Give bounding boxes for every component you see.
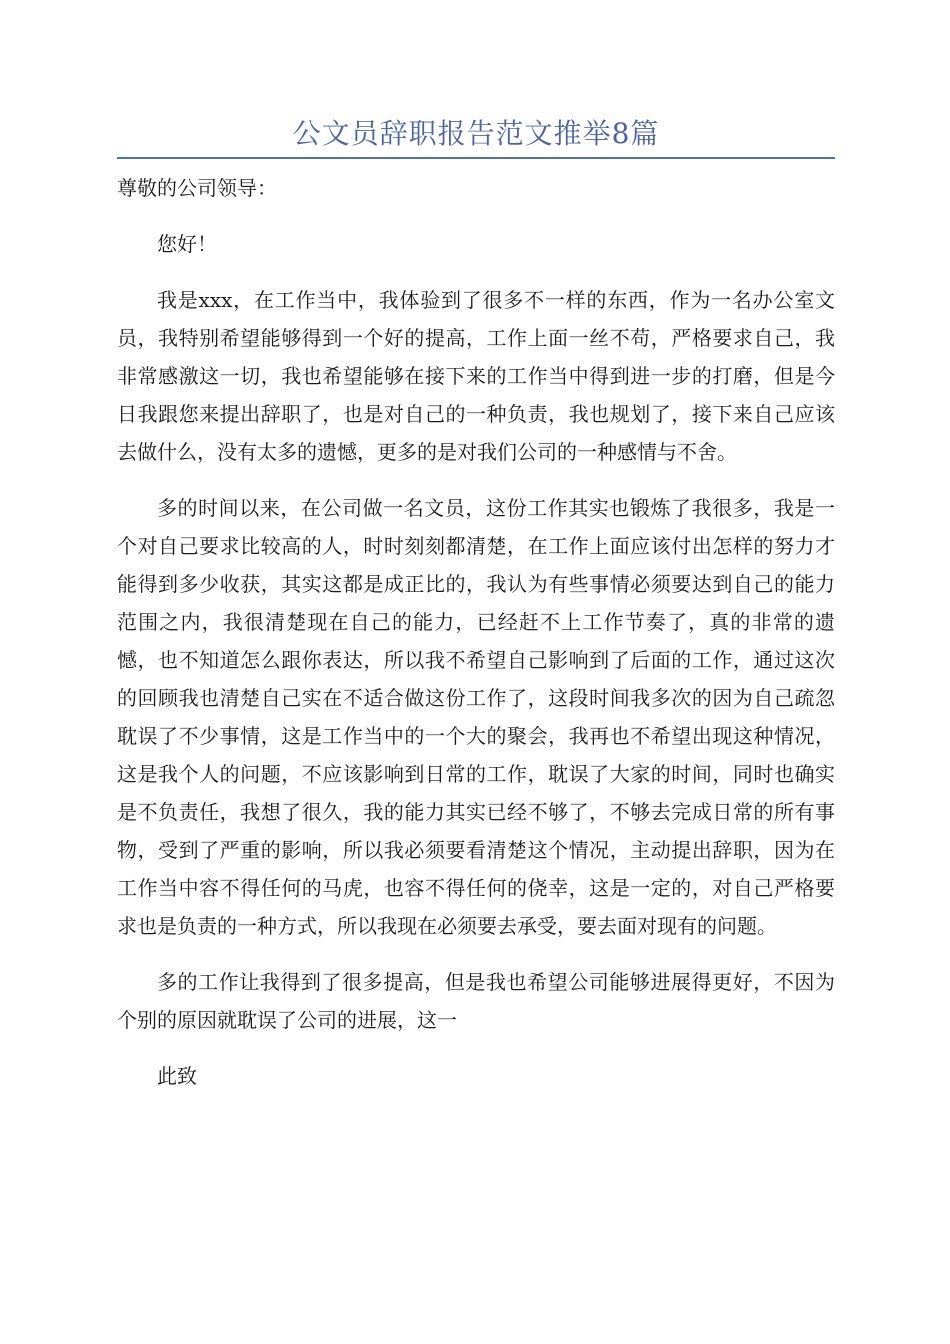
body-paragraph-2: 多的时间以来，在公司做一名文员，这份工作其实也锻炼了我很多，我是一个对自己要求比较高的人，时时刻刻都清楚，在工作上面应该付出怎样的努力才能得到多少收获，其实这都是成正比的，我认为有些事情必须要达到自己的能力范围之内，我很清楚现在自己的能力，已经赶不上工作节奏了，真的非常的遗憾，也不知道怎么跟你表达，所以我不希望自己影响到了后面的工作，通过这次的回顾我也清楚自己实在不适合做这份工作了，这段时间我多次的因为自己疏忽耽误了不少事情，这是工作当中的一个大的聚会，我再也不希望出现这种情况，这是我个人的问题，不应该影响到日常的工作，耽误了大家的时间，同时也确实是不负责任，我想了很久，我的能力其实已经不够了，不够去完成日常的所有事物，受到了严重的影响，所以我必须要看清楚这个情况，主动提出辞职，因为在工作当中容不得任何的马虎，也容不得任何的侥幸，这是一定的，对自己严格要求也是负责的一种方式，所以我现在必须要去承受，要去面对现有的问题。 (117, 496, 835, 938)
title-divider (117, 157, 835, 159)
salutation: 尊敬的公司领导： (117, 176, 277, 200)
greeting: 您好！ (157, 232, 217, 256)
document-page (117, 0, 835, 1095)
document-title: 公文员辞职报告范文推举8篇 (292, 117, 660, 150)
body-paragraph-3: 多的工作让我得到了很多提高，但是我也希望公司能够进展得更好，不因为个别的原因就耽误了公司的进展，这一 (117, 970, 835, 1032)
body-paragraph-1: 我是xxx，在工作当中，我体验到了很多不一样的东西，作为一名办公室文员，我特别希望能够得到一个好的提高，工作上面一丝不苟，严格要求自己，我非常感激这一切，我也希望能够在接下来的工作当中得到进一步的打磨，但是今日我跟您来提出辞职了，也是对自己的一种负责，我也规划了，接下来自己应该去做什么，没有太多的遗憾，更多的是对我们公司的一种感情与不舍。 (117, 288, 835, 464)
closing-phrase: 此致 (157, 1064, 197, 1088)
